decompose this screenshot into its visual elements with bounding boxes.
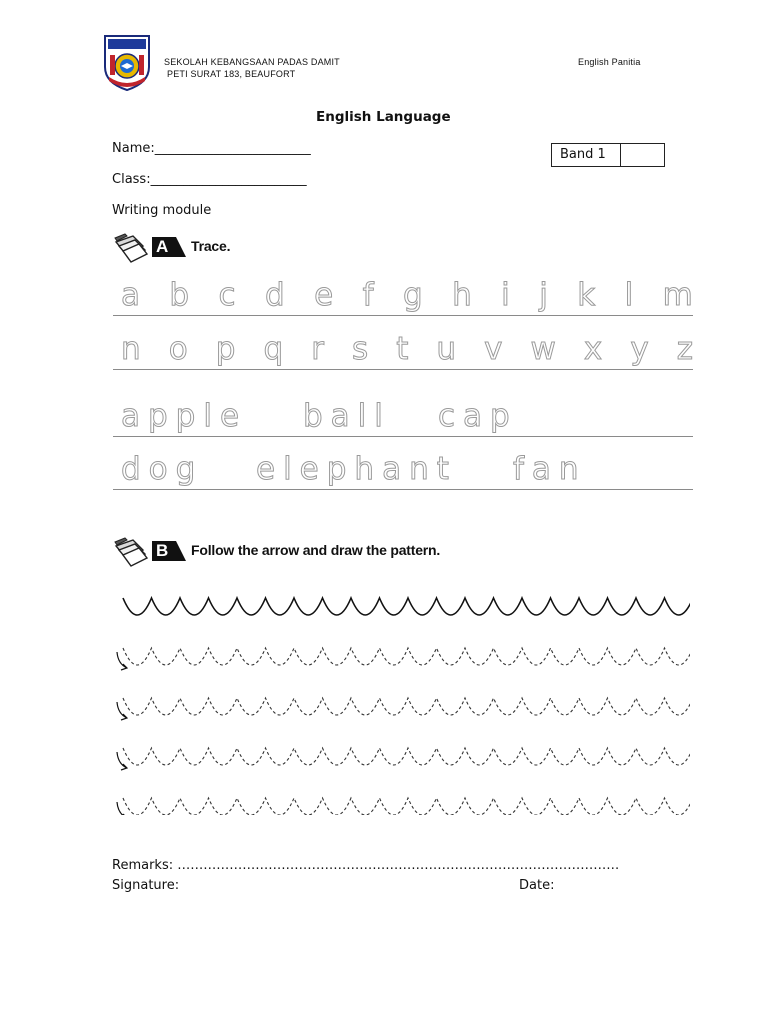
- module-label: Writing module: [112, 203, 212, 218]
- trace-baseline: [113, 489, 693, 490]
- trace-letter: m: [662, 277, 693, 313]
- section-a-heading: [113, 232, 313, 266]
- trace-baseline: [113, 436, 693, 437]
- arrow-icon: [117, 702, 127, 720]
- trace-letter: a: [121, 277, 140, 313]
- trace-letter: c: [218, 277, 236, 313]
- class-field: Class:________________________: [112, 172, 307, 187]
- trace-letters-n-z: [121, 331, 693, 367]
- trace-word: elephant: [256, 451, 457, 487]
- trace-letter: s: [351, 331, 369, 367]
- name-field: Name:________________________: [112, 141, 311, 156]
- trace-word: dog: [121, 451, 204, 487]
- trace-letter: o: [168, 331, 188, 367]
- band-label: Band 1: [552, 144, 621, 166]
- page-title: English Language: [316, 109, 451, 125]
- trace-letters-a-m: [121, 277, 693, 313]
- trace-letter: v: [484, 331, 503, 367]
- band-box: [551, 143, 665, 167]
- trace-letter: e: [314, 277, 334, 313]
- pattern-dashed: [123, 648, 690, 665]
- trace-word: ball: [303, 398, 391, 434]
- trace-letter: q: [263, 331, 284, 367]
- trace-letter: y: [630, 331, 649, 367]
- trace-letter: u: [436, 331, 457, 367]
- trace-letter: i: [501, 277, 510, 313]
- crest-icon: [101, 33, 153, 93]
- trace-row-2: [113, 331, 693, 375]
- trace-letter: k: [577, 277, 596, 313]
- trace-letter: r: [311, 331, 324, 367]
- trace-letter: b: [169, 277, 190, 313]
- trace-letter: z: [676, 331, 693, 367]
- arrow-icon: [117, 652, 127, 670]
- remarks-line: Remarks: …………………………………………………………………………………………: [112, 858, 620, 873]
- section-b-badge: [152, 541, 186, 561]
- panel-name: English Panitia: [578, 57, 641, 67]
- section-a-badge: [152, 237, 186, 257]
- section-b-heading: [113, 536, 513, 570]
- trace-letter: l: [624, 277, 634, 313]
- trace-letter: t: [396, 331, 409, 367]
- pattern-dashed: [123, 698, 690, 715]
- trace-letter: d: [265, 277, 285, 313]
- arrow-icon: [117, 752, 127, 770]
- trace-letter: x: [583, 331, 603, 367]
- pattern-dashed: [123, 748, 690, 765]
- school-address: PETI SURAT 183, BEAUFORT: [167, 69, 296, 79]
- trace-letter: w: [530, 331, 556, 367]
- trace-word: fan: [513, 451, 587, 487]
- trace-row-3: [113, 398, 693, 442]
- trace-baseline: [113, 369, 693, 370]
- book-pencil-icon: [113, 232, 157, 264]
- band-value: [621, 144, 664, 166]
- date-label: Date:: [519, 878, 555, 893]
- trace-letter: j: [539, 277, 548, 313]
- trace-word: cap: [438, 398, 518, 434]
- trace-row-4: [113, 451, 693, 495]
- trace-row-1: [113, 277, 693, 321]
- trace-letter: n: [121, 331, 141, 367]
- signature-label: Signature:: [112, 878, 180, 893]
- school-name: SEKOLAH KEBANGSAAN PADAS DAMIT: [164, 57, 340, 67]
- school-logo: [101, 33, 153, 93]
- trace-letter: h: [452, 277, 472, 313]
- section-b-letter: B: [156, 541, 169, 560]
- pattern-area: [115, 590, 690, 815]
- section-a-label: Trace.: [191, 238, 231, 254]
- trace-letter: p: [215, 331, 236, 367]
- pattern-solid: [123, 598, 690, 615]
- book-pencil-icon: [113, 536, 157, 568]
- trace-letter: g: [402, 277, 423, 313]
- section-b-label: Follow the arrow and draw the pattern.: [191, 542, 441, 558]
- trace-letter: f: [362, 277, 374, 313]
- trace-baseline: [113, 315, 693, 316]
- section-a-letter: A: [156, 237, 169, 256]
- pattern-dashed: [123, 798, 690, 815]
- trace-word: apple: [121, 398, 248, 434]
